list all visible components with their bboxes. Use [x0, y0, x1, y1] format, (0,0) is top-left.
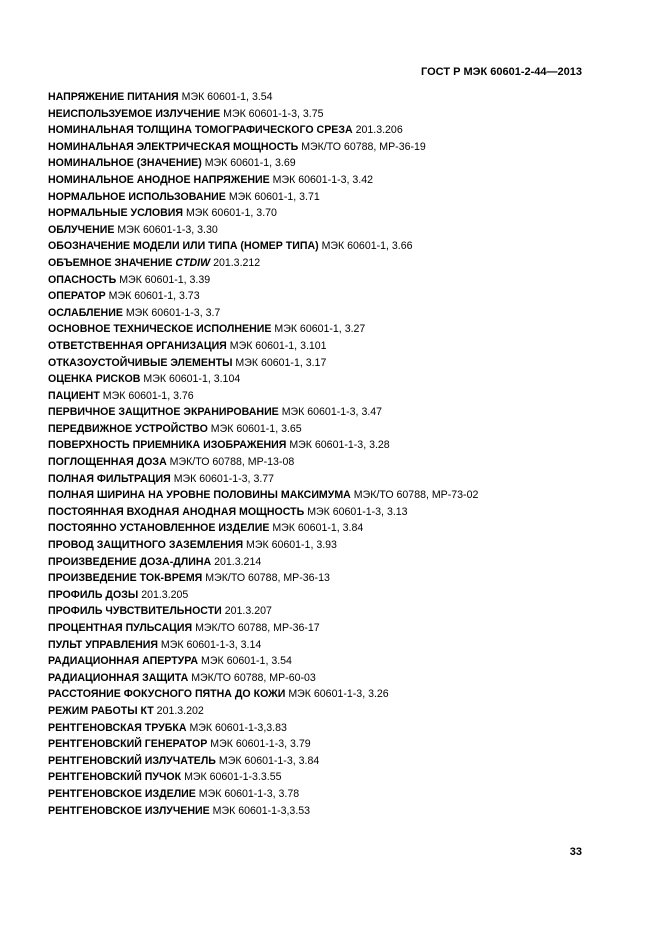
index-entry — [48, 753, 608, 770]
index-entry — [48, 338, 608, 355]
index-term-text: НЕИСПОЛЬЗУЕМОЕ ИЗЛУЧЕНИЕ — [48, 107, 221, 120]
index-reference: МЭК 60601-1, 3.27 — [274, 323, 366, 336]
index-term-text: РЕНТГЕНОВСКОЕ ИЗДЕЛИЕ — [48, 787, 196, 800]
index-entry — [48, 106, 608, 123]
index-term — [48, 688, 285, 700]
index-entry — [48, 769, 608, 786]
index-term-text: ПАЦИЕНТ — [48, 389, 100, 402]
index-term — [48, 439, 286, 451]
index-entry — [48, 786, 608, 803]
index-entry — [48, 355, 608, 372]
index-entry — [48, 404, 608, 421]
index-term — [48, 290, 106, 302]
index-entry — [48, 288, 608, 305]
standard-designation: ГОСТ Р МЭК 60601-2-44—2013 — [421, 66, 582, 78]
index-term-text: ОСНОВНОЕ ТЕХНИЧЕСКОЕ ИСПОЛНЕНИЕ — [48, 323, 272, 336]
index-term-text: ПЕРЕДВИЖНОЕ УСТРОЙСТВО — [48, 422, 208, 435]
index-reference: МЭК 60601-1-3, 3.47 — [281, 406, 383, 419]
index-reference: 201.3.206 — [355, 124, 403, 137]
index-reference: МЭК 60601-1-3, 3.75 — [223, 107, 324, 120]
index-entry — [48, 272, 608, 289]
index-term — [48, 340, 227, 352]
index-term — [48, 489, 351, 501]
index-entry — [48, 189, 608, 206]
index-reference: МЭК 60601-1-3, 3.78 — [198, 787, 300, 800]
index-term-text: ПЕРВИЧНОЕ ЗАЩИТНОЕ ЭКРАНИРОВАНИЕ — [48, 406, 279, 419]
index-entry — [48, 670, 608, 687]
index-term — [48, 755, 216, 767]
index-term-italic: CTDIW — [175, 256, 211, 269]
index-entry — [48, 122, 608, 139]
index-reference: МЭК 60601-1-3, 3.26 — [288, 688, 389, 701]
index-term — [48, 191, 226, 203]
index-term-text: ПОЛНАЯ ФИЛЬТРАЦИЯ — [48, 472, 171, 485]
index-term-text: ОБЛУЧЕНИЕ — [48, 223, 115, 236]
index-term-text: ПОСТОЯННАЯ ВХОДНАЯ АНОДНАЯ МОЩНОСТЬ — [48, 505, 305, 518]
index-reference: МЭК 60601-1-3,3.53 — [212, 804, 311, 817]
index-entry — [48, 803, 608, 820]
index-entry — [48, 537, 608, 554]
index-entry — [48, 554, 608, 571]
index-entry — [48, 653, 608, 670]
index-term-text: ПОСТОЯННО УСТАНОВЛЕННОЕ ИЗДЕЛИЕ — [48, 522, 270, 535]
index-term — [48, 157, 202, 169]
index-reference: 201.3.202 — [156, 704, 204, 717]
index-entry — [48, 238, 608, 255]
index-term-text: ОЦЕНКА РИСКОВ — [48, 373, 141, 386]
index-reference: МЭК 60601-1-3, 3.84 — [218, 754, 320, 767]
index-entry — [48, 603, 608, 620]
index-entry — [48, 371, 608, 388]
index-term — [48, 805, 210, 817]
index-entry — [48, 437, 608, 454]
index-reference: МЭК/ТО 60788, МР-13-08 — [169, 456, 295, 469]
index-term-text: РЕНТГЕНОВСКОЕ ИЗЛУЧЕНИЕ — [48, 804, 210, 817]
index-entry — [48, 504, 608, 521]
index-reference: МЭК 60601-1, 3.65 — [210, 422, 302, 435]
index-term — [48, 141, 298, 153]
index-reference: 201.3.207 — [224, 605, 272, 618]
index-reference: МЭК 60601-1-3.3.55 — [184, 771, 282, 784]
index-term-text: ОБОЗНАЧЕНИЕ МОДЕЛИ ИЛИ ТИПА (НОМЕР ТИПА) — [48, 240, 319, 253]
index-term-text: НОМИНАЛЬНАЯ ЭЛЕКТРИЧЕСКАЯ МОЩНОСТЬ — [48, 140, 299, 153]
page-number: 33 — [569, 846, 582, 858]
index-reference: МЭК 60601-1-3, 3.79 — [210, 738, 311, 751]
index-reference: МЭК 60601-1-3, 3.30 — [117, 223, 218, 236]
index-term — [48, 522, 269, 534]
index-term — [48, 174, 270, 186]
index-reference: МЭК 60601-1-3, 3.42 — [272, 173, 374, 186]
index-term — [48, 373, 140, 385]
index-entry — [48, 421, 608, 438]
index-entry — [48, 222, 608, 239]
index-term — [48, 274, 116, 286]
index-entry — [48, 172, 608, 189]
index-reference: МЭК 60601-1, 3.84 — [272, 522, 364, 535]
index-term — [48, 539, 243, 551]
index-reference: МЭК 60601-1-3, 3.28 — [289, 439, 390, 452]
index-term-text: НОМИНАЛЬНОЕ АНОДНОЕ НАПРЯЖЕНИЕ — [48, 173, 270, 186]
index-term — [48, 323, 271, 335]
index-entry — [48, 305, 608, 322]
index-reference: 201.3.205 — [141, 588, 189, 601]
index-term-text: ПРОФИЛЬ ЧУВСТВИТЕЛЬНОСТИ — [48, 605, 222, 618]
index-reference: МЭК/ТО 60788, МР-73-02 — [353, 489, 479, 502]
index-term-text: НОМИНАЛЬНАЯ ТОЛЩИНА ТОМОГРАФИЧЕСКОГО СРЕЗА — [48, 124, 353, 137]
index-term — [48, 307, 123, 319]
index-reference: МЭК 60601-1, 3.17 — [235, 356, 327, 369]
index-reference: МЭК 60601-1, 3.101 — [229, 339, 327, 352]
index-reference: МЭК 60601-1-3, 3.14 — [160, 638, 262, 651]
index-entry — [48, 205, 608, 222]
index-reference: МЭК/ТО 60788, МР-36-17 — [195, 622, 320, 634]
index-term-text: ПРОИЗВЕДЕНИЕ ДОЗА-ДЛИНА — [48, 555, 212, 568]
index-entry — [48, 471, 608, 488]
index-term — [48, 572, 202, 584]
index-term-text: ОСЛАБЛЕНИЕ — [48, 306, 123, 319]
index-term-text: НАПРЯЖЕНИЕ ПИТАНИЯ — [48, 91, 179, 103]
index-term-text: НОРМАЛЬНОЕ ИСПОЛЬЗОВАНИЕ — [48, 190, 226, 203]
index-term — [48, 357, 232, 369]
index-reference: МЭК 60601-1, 3.54 — [181, 91, 273, 103]
index-term — [48, 240, 319, 252]
index-term — [48, 257, 210, 269]
term-index-list — [48, 89, 608, 819]
index-entry — [48, 637, 608, 654]
index-entry — [48, 703, 608, 720]
index-term-text: ОТКАЗОУСТОЙЧИВЫЕ ЭЛЕМЕНТЫ — [48, 356, 233, 369]
index-term — [48, 423, 208, 435]
index-term — [48, 639, 158, 651]
index-term — [48, 390, 100, 402]
index-term-text: ОТВЕТСТВЕННАЯ ОРГАНИЗАЦИЯ — [48, 339, 227, 352]
index-reference: МЭК 60601-1, 3.73 — [108, 290, 200, 303]
index-term-text: ПРОФИЛЬ ДОЗЫ — [48, 588, 139, 601]
index-term — [48, 224, 114, 236]
index-entry — [48, 155, 608, 172]
index-term-text: РЕНТГЕНОВСКИЙ ИЗЛУЧАТЕЛЬ — [48, 754, 216, 767]
index-entry — [48, 255, 608, 272]
index-term — [48, 788, 196, 800]
index-term-text: РАССТОЯНИЕ ФОКУСНОГО ПЯТНА ДО КОЖИ — [48, 688, 286, 701]
index-term-text: РЕНТГЕНОВСКИЙ ПУЧОК — [48, 771, 182, 784]
index-term-text: РЕНТГЕНОВСКИЙ ГЕНЕРАТОР — [48, 738, 208, 751]
index-term-text: НОМИНАЛЬНОЕ (ЗНАЧЕНИЕ) — [48, 157, 202, 170]
index-term — [48, 406, 279, 418]
index-term — [48, 771, 181, 783]
index-term — [48, 605, 222, 617]
index-term — [48, 672, 188, 684]
index-term-text: ПОГЛОЩЕННАЯ ДОЗА — [48, 456, 167, 469]
index-reference: МЭК/ТО 60788, МР-60-03 — [191, 671, 316, 684]
index-term-text: РАДИАЦИОННАЯ ЗАЩИТА — [48, 671, 189, 684]
index-term-text: ОПЕРАТОР — [48, 290, 106, 303]
index-term — [48, 738, 207, 750]
index-term — [48, 456, 167, 468]
index-reference: 201.3.214 — [214, 555, 262, 568]
index-reference: 201.3.212 — [213, 256, 261, 269]
index-reference: МЭК 60601-1-3,3.83 — [189, 721, 287, 734]
index-term — [48, 473, 171, 485]
index-reference: МЭК 60601-1, 3.69 — [204, 157, 296, 170]
index-term-text: РЕЖИМ РАБОТЫ КТ — [48, 704, 154, 717]
index-term-text: ПРОИЗВЕДЕНИЕ ТОК-ВРЕМЯ — [48, 572, 203, 585]
index-term-text: РАДИАЦИОННАЯ АПЕРТУРА — [48, 655, 199, 668]
index-entry — [48, 487, 608, 504]
index-reference: МЭК/ТО 60788, МР-36-19 — [301, 140, 426, 153]
index-term — [48, 207, 183, 219]
index-entry — [48, 736, 608, 753]
index-reference: МЭК 60601-1-3, 3.77 — [173, 472, 275, 485]
index-entry — [48, 587, 608, 604]
index-reference: МЭК/ТО 60788, МР-36-13 — [205, 572, 330, 585]
index-entry — [48, 620, 608, 637]
index-reference: МЭК 60601-1, 3.66 — [321, 240, 413, 253]
index-term — [48, 556, 211, 568]
index-term — [48, 705, 154, 717]
index-term-text: НОРМАЛЬНЫЕ УСЛОВИЯ — [48, 207, 184, 220]
index-reference: МЭК 60601-1, 3.93 — [246, 539, 337, 552]
index-reference: МЭК 60601-1, 3.71 — [228, 190, 320, 203]
index-reference: МЭК 60601-1, 3.76 — [102, 389, 194, 402]
index-term — [48, 124, 353, 136]
index-term — [48, 91, 179, 103]
index-term — [48, 589, 138, 601]
index-reference: МЭК 60601-1, 3.104 — [143, 373, 241, 386]
index-entry — [48, 388, 608, 405]
index-term — [48, 108, 220, 120]
index-term-text: ОПАСНОСТЬ — [48, 273, 117, 286]
index-term — [48, 622, 192, 634]
index-term-text: РЕНТГЕНОВСКАЯ ТРУБКА — [48, 721, 187, 734]
index-term — [48, 506, 304, 518]
index-entry — [48, 321, 608, 338]
index-entry — [48, 570, 608, 587]
index-entry — [48, 520, 608, 537]
index-reference: МЭК 60601-1, 3.70 — [185, 207, 277, 220]
index-term — [48, 655, 198, 667]
index-reference: МЭК 60601-1, 3.39 — [119, 273, 211, 286]
index-term-text: ПОЛНАЯ ШИРИНА НА УРОВНЕ ПОЛОВИНЫ МАКСИМУМА — [48, 489, 351, 502]
index-entry — [48, 720, 608, 737]
index-entry — [48, 686, 608, 703]
index-entry — [48, 454, 608, 471]
index-term-text: ПРОВОД ЗАЩИТНОГО ЗАЗЕМЛЕНИЯ — [48, 539, 244, 552]
index-reference: МЭК 60601-1-3, 3.7 — [125, 306, 221, 319]
index-entry — [48, 89, 608, 106]
index-entry — [48, 139, 608, 156]
index-term-text: ПУЛЬТ УПРАВЛЕНИЯ — [48, 638, 158, 651]
index-reference: МЭК 60601-1-3, 3.13 — [307, 505, 408, 518]
index-reference: МЭК 60601-1, 3.54 — [201, 655, 292, 668]
index-term — [48, 722, 187, 734]
index-term-text: ПРОЦЕНТНАЯ ПУЛЬСАЦИЯ — [48, 622, 193, 634]
index-term-text: ОБЪЕМНОЕ ЗНАЧЕНИЕ — [48, 256, 173, 269]
index-term-text: ПОВЕРХНОСТЬ ПРИЕМНИКА ИЗОБРАЖЕНИЯ — [48, 439, 287, 452]
